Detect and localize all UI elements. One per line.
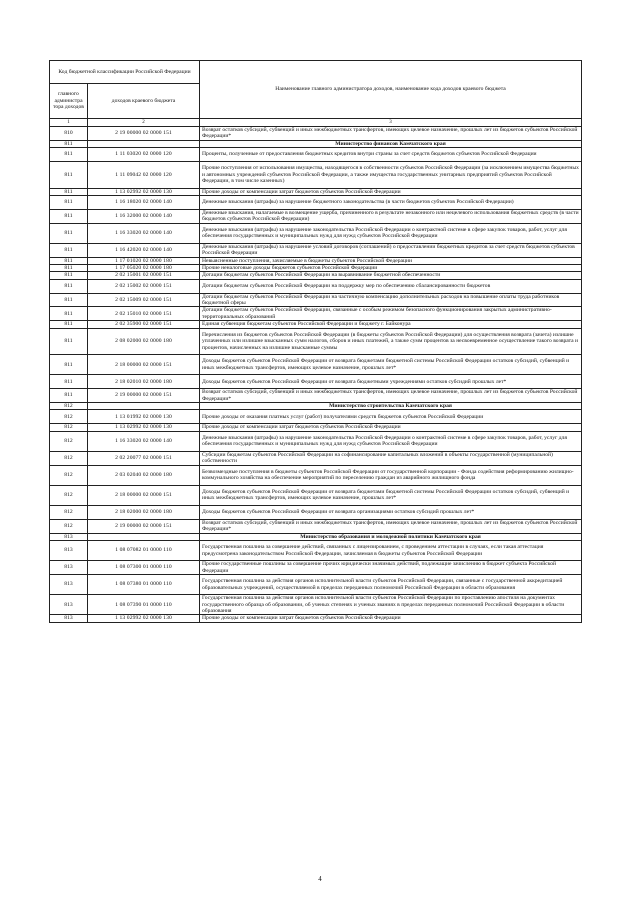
revenue-name-cell: Доходы бюджетов субъектов Российской Федерации от возврата бюджетами бюджетной системы Российской Федерации остатков субсидий, субвенций и иных межбюджетных трансфертов, имеющих целевое назначение, прошлых лет* — [200, 485, 582, 505]
revenue-name-cell: Единая субвенция бюджетам субъектов Российской Федерации и бюджету г. Байконура — [200, 321, 582, 328]
revenue-name-cell: Денежные взыскания (штрафы) за нарушение законодательства Российской Федерации о контрактной системе в сфере закупок товаров, работ, услуг для обеспечения государственных и муниципальных нужд для нужд субъектов Российской Федерации — [200, 431, 582, 451]
table-row — [50, 615, 582, 622]
revenue-code-cell: 1 16 33020 02 0000 140 — [88, 431, 200, 451]
revenue-name-cell: Безвозмездные поступления в бюджеты субъектов Российской Федерации от государственной корпорации - Фонда содействия реформированию жилищно-коммунального хозяйства на обеспечение мероприятий по переселению граждан из аварийного жилищного фонда — [200, 465, 582, 485]
revenue-name-cell: Прочие доходы от компенсации затрат бюджетов субъектов Российской Федерации — [200, 615, 582, 622]
revenue-code-cell: 1 08 07390 01 0000 110 — [88, 595, 200, 615]
admin-code-cell: 813 — [50, 575, 88, 595]
table-row — [50, 209, 582, 223]
revenue-name-cell: Прочие доходы от оказания платных услуг (работ) получателями средств бюджетов субъектов Российской Федерации — [200, 410, 582, 424]
section-title-cell: Министерство финансов Камчатского края — [200, 140, 582, 147]
table-row — [50, 541, 582, 561]
revenue-name-cell: Прочие неналоговые доходы бюджетов субъектов Российской Федерации — [200, 265, 582, 272]
admin-code-cell: 811 — [50, 355, 88, 375]
admin-code-cell: 811 — [50, 307, 88, 321]
admin-code-cell: 811 — [50, 162, 88, 189]
revenue-code-cell: 2 02 15010 02 0000 151 — [88, 307, 200, 321]
admin-code-cell: 811 — [50, 265, 88, 272]
revenue-name-cell: Дотации бюджетам субъектов Российской Федерации на поддержку мер по обеспечению сбалансированности бюджетов — [200, 279, 582, 293]
header-group-title: Код бюджетной классификации Российской Федерации — [50, 61, 200, 84]
header-num-1: 1 — [50, 119, 88, 127]
revenue-name-cell: Перечисления из бюджетов субъектов Российской Федерации (в бюджеты субъектов Российской Федерации) для осуществления возврата (зачета) излишне уплаченных или излишне взысканных сумм налогов, сборов и иных платежей, а также сумм процентов за несвоевременное осуществление такого возврата и процентов, начисленных на излишне взысканные суммы — [200, 328, 582, 355]
header-code-column: доходов краевого бюджета — [88, 84, 200, 119]
admin-code-cell: 811 — [50, 257, 88, 264]
revenue-code-cell: 2 03 02040 02 0000 180 — [88, 465, 200, 485]
admin-code-cell: 811 — [50, 389, 88, 403]
budget-code-table — [49, 60, 582, 623]
table-row — [50, 561, 582, 575]
revenue-code-cell — [88, 403, 200, 410]
revenue-name-cell: Доходы бюджетов субъектов Российской Федерации от возврата бюджетными учреждениями остатков субсидий прошлых лет* — [200, 375, 582, 389]
revenue-code-cell: 1 17 05020 02 0000 180 — [88, 265, 200, 272]
revenue-name-cell: Доходы бюджетов субъектов Российской Федерации от возврата бюджетами бюджетной системы Российской Федерации остатков субсидий, субвенций и иных межбюджетных трансфертов, имеющих целевое назначение, прошлых лет* — [200, 355, 582, 375]
admin-code-cell: 811 — [50, 293, 88, 307]
revenue-name-cell: Возврат остатков субсидий, субвенций и иных межбюджетных трансфертов, имеющих целевое назначение, прошлых лет из бюджетов субъектов Российской Федерации* — [200, 519, 582, 533]
table-body — [50, 127, 582, 623]
revenue-name-cell: Доходы бюджетов субъектов Российской Федерации от возврата организациями остатков субсидий прошлых лет* — [200, 506, 582, 520]
revenue-code-cell: 2 08 02000 02 0000 180 — [88, 328, 200, 355]
table-row — [50, 595, 582, 615]
admin-code-cell: 811 — [50, 223, 88, 243]
section-title-cell: Министерство образования и молодежной политики Камчатского края — [200, 533, 582, 540]
table-row — [50, 257, 582, 264]
revenue-name-cell: Дотации бюджетам субъектов Российской Федерации на выравнивание бюджетной обеспеченности — [200, 272, 582, 279]
revenue-code-cell: 2 02 35900 02 0000 151 — [88, 321, 200, 328]
table-row — [50, 389, 582, 403]
table-row — [50, 265, 582, 272]
header-num-3: 3 — [200, 119, 582, 127]
admin-code-cell: 812 — [50, 424, 88, 431]
revenue-name-cell: Денежные взыскания (штрафы) за нарушение законодательства Российской Федерации о контрактной системе в сфере закупок товаров, работ, услуг для обеспечения государственных и муниципальных нужд для нужд субъектов Российской Федерации — [200, 223, 582, 243]
table-row — [50, 485, 582, 505]
table-row — [50, 410, 582, 424]
revenue-code-cell: 2 18 02000 02 0000 180 — [88, 506, 200, 520]
revenue-code-cell: 2 19 00000 02 0000 151 — [88, 127, 200, 141]
revenue-code-cell: 2 02 15009 02 0000 151 — [88, 293, 200, 307]
header-num-2: 2 — [88, 119, 200, 127]
table-row — [50, 223, 582, 243]
revenue-name-cell: Невыясненные поступления, зачисляемые в бюджеты субъектов Российской Федерации — [200, 257, 582, 264]
admin-code-cell: 812 — [50, 485, 88, 505]
admin-code-cell: 811 — [50, 328, 88, 355]
admin-code-cell: 812 — [50, 451, 88, 465]
revenue-name-cell: Денежные взыскания, налагаемые в возмещение ущерба, причиненного в результате незаконного или нецелевого использования бюджетных средств (в части бюджетов субъектов Российской Федерации) — [200, 209, 582, 223]
admin-code-cell: 811 — [50, 196, 88, 210]
admin-code-cell: 813 — [50, 533, 88, 540]
table-row — [50, 328, 582, 355]
table-row — [50, 506, 582, 520]
revenue-name-cell: Возврат остатков субсидий, субвенций и иных межбюджетных трансфертов, имеющих целевое назначение, прошлых лет из бюджетов субъектов Российской Федерации* — [200, 389, 582, 403]
table-row — [50, 196, 582, 210]
revenue-code-cell: 2 19 00000 02 0000 151 — [88, 389, 200, 403]
revenue-code-cell: 2 18 02010 02 0000 180 — [88, 375, 200, 389]
revenue-code-cell — [88, 533, 200, 540]
revenue-name-cell: Государственная пошлина за действия органов исполнительной власти субъектов Российской Федерации, связанные с государственной аккредитацией образовательных учреждений, осуществляемой в пределах переданных полномочий Российской Федерации в области образования — [200, 575, 582, 595]
revenue-name-cell: Прочие доходы от компенсации затрат бюджетов субъектов Российской Федерации — [200, 424, 582, 431]
revenue-code-cell: 1 16 42020 02 0000 140 — [88, 243, 200, 257]
revenue-code-cell: 1 13 02992 02 0000 130 — [88, 188, 200, 195]
table-row — [50, 424, 582, 431]
table-row — [50, 127, 582, 141]
revenue-code-cell: 1 08 07380 01 0000 110 — [88, 575, 200, 595]
admin-code-cell: 813 — [50, 541, 88, 561]
revenue-name-cell: Проценты, полученные от предоставления бюджетных кредитов внутри страны за счет средств бюджетов субъектов Российской Федерации — [200, 148, 582, 162]
admin-code-cell: 811 — [50, 279, 88, 293]
admin-code-cell: 812 — [50, 519, 88, 533]
admin-code-cell: 811 — [50, 140, 88, 147]
revenue-code-cell: 1 11 09042 02 0000 120 — [88, 162, 200, 189]
revenue-name-cell: Денежные взыскания (штрафы) за нарушение бюджетного законодательства (в части бюджетов субъектов Российской Федерации) — [200, 196, 582, 210]
revenue-code-cell: 1 16 32000 02 0000 140 — [88, 209, 200, 223]
admin-code-cell: 811 — [50, 375, 88, 389]
table-row — [50, 431, 582, 451]
section-header-row — [50, 533, 582, 540]
header-admin-column: главного администра тора доходов — [50, 84, 88, 119]
revenue-code-cell: 1 17 01020 02 0000 180 — [88, 257, 200, 264]
admin-code-cell: 811 — [50, 272, 88, 279]
revenue-code-cell: 2 02 15001 02 0000 151 — [88, 272, 200, 279]
revenue-code-cell: 1 13 02992 02 0000 130 — [88, 424, 200, 431]
admin-code-cell: 812 — [50, 506, 88, 520]
table-row — [50, 293, 582, 307]
admin-code-cell: 812 — [50, 431, 88, 451]
admin-code-cell: 813 — [50, 615, 88, 622]
admin-code-cell: 813 — [50, 595, 88, 615]
admin-code-cell: 811 — [50, 243, 88, 257]
revenue-code-cell: 2 02 15002 02 0000 151 — [88, 279, 200, 293]
table-row — [50, 465, 582, 485]
revenue-name-cell: Денежные взыскания (штрафы) за нарушение условий договоров (соглашений) о предоставлении бюджетных кредитов за счет средств бюджетов субъектов Российской Федерации — [200, 243, 582, 257]
revenue-name-cell: Прочие доходы от компенсации затрат бюджетов субъектов Российской Федерации — [200, 188, 582, 195]
table-row — [50, 575, 582, 595]
revenue-code-cell: 1 08 07300 01 0000 110 — [88, 561, 200, 575]
revenue-code-cell: 1 08 07082 01 0000 110 — [88, 541, 200, 561]
admin-code-cell: 813 — [50, 561, 88, 575]
admin-code-cell: 811 — [50, 209, 88, 223]
section-header-row — [50, 403, 582, 410]
revenue-name-cell: Прочие государственные пошлины за совершение прочих юридически значимых действий, подлежащие зачислению в бюджет субъекта Российской Федерации — [200, 561, 582, 575]
admin-code-cell: 811 — [50, 188, 88, 195]
revenue-code-cell: 1 16 18020 02 0000 140 — [88, 196, 200, 210]
section-title-cell: Министерство строительства Камчатского края — [200, 403, 582, 410]
table-row — [50, 307, 582, 321]
revenue-name-cell: Государственная пошлина за совершение действий, связанных с лицензированием, с проведением аттестации в случаях, если такая аттестация предусмотрена законодательством Российской Федерации, зачисляемая в бюджеты субъектов Российской Федерации — [200, 541, 582, 561]
table-row — [50, 162, 582, 189]
revenue-code-cell: 1 16 33020 02 0000 140 — [88, 223, 200, 243]
table-row — [50, 355, 582, 375]
page-number: 4 — [318, 875, 322, 883]
header-name-column: Наименование главного администратора доходов, наименование кода доходов краевого бюджета — [200, 61, 582, 119]
table-row — [50, 321, 582, 328]
admin-code-cell: 811 — [50, 148, 88, 162]
revenue-code-cell: 2 18 00000 02 0000 151 — [88, 355, 200, 375]
revenue-name-cell: Дотации бюджетам субъектов Российской Федерации, связанные с особым режимом безопасного функционирования закрытых административно-территориальных образований — [200, 307, 582, 321]
table-row — [50, 451, 582, 465]
revenue-code-cell — [88, 140, 200, 147]
revenue-code-cell: 1 11 03020 02 0000 120 — [88, 148, 200, 162]
revenue-code-cell: 1 13 02992 02 0000 130 — [88, 615, 200, 622]
revenue-name-cell: Возврат остатков субсидий, субвенций и иных межбюджетных трансфертов, имеющих целевое назначение, прошлых лет из бюджетов субъектов Российской Федерации* — [200, 127, 582, 141]
revenue-name-cell: Государственная пошлина за действия органов исполнительной власти субъектов Российской Федерации по проставлению апостиля на документах государственного образца об образовании, об ученых степенях и ученых званиях в пределах переданных полномочий Российской Федерации в области образования — [200, 595, 582, 615]
admin-code-cell: 812 — [50, 465, 88, 485]
table-row — [50, 519, 582, 533]
revenue-name-cell: Прочие поступления от использования имущества, находящегося в собственности субъектов Российской Федерации (за исключением имущества бюджетных и автономных учреждений субъектов Российской Федерации, а также имущества государственных унитарных предприятий субъектов Российской Федерации, в том числе казенных) — [200, 162, 582, 189]
admin-code-cell: 811 — [50, 321, 88, 328]
budget-code-table-page — [49, 60, 581, 623]
admin-code-cell: 812 — [50, 403, 88, 410]
table-row — [50, 148, 582, 162]
table-row — [50, 188, 582, 195]
admin-code-cell: 810 — [50, 127, 88, 141]
revenue-code-cell: 2 02 20077 02 0000 151 — [88, 451, 200, 465]
section-header-row — [50, 140, 582, 147]
table-row — [50, 279, 582, 293]
table-row — [50, 272, 582, 279]
revenue-code-cell: 2 19 00000 02 0000 151 — [88, 519, 200, 533]
revenue-name-cell: Субсидии бюджетам субъектов Российской Федерации на софинансирование капитальных вложений в объекты государственной (муниципальной) собственности — [200, 451, 582, 465]
table-row — [50, 375, 582, 389]
revenue-code-cell: 1 13 01992 02 0000 130 — [88, 410, 200, 424]
admin-code-cell: 812 — [50, 410, 88, 424]
revenue-code-cell: 2 18 00000 02 0000 151 — [88, 485, 200, 505]
revenue-name-cell: Дотации бюджетам субъектов Российской Федерации на частичную компенсацию дополнительных расходов на повышение оплаты труда работников бюджетной сферы — [200, 293, 582, 307]
table-row — [50, 243, 582, 257]
